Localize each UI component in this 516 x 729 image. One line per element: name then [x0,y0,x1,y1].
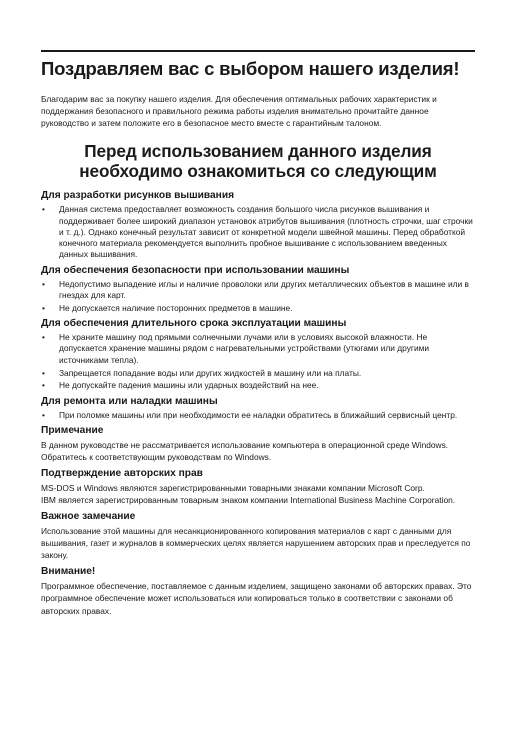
section-safety [41,265,475,314]
attention-text: Программное обеспечение, поставляемое с данным изделием, защищено законами об авторских правах. Это программное обеспечение может использоваться или копироваться только в соответствии с законами об авторских правах. [41,580,472,616]
bullet-text: Недопустимо выпадение иглы и наличие проволоки или других металлических объектов в машине или в гнездах для карт. [59,278,470,301]
before-use-heading [41,141,475,181]
bullet-glyph: • [42,380,45,391]
section-embroidery-design [41,190,475,260]
bullet-list [41,410,475,421]
bullet-item [41,204,475,260]
page-title: Поздравляем вас с выбором нашего изделия! [41,58,460,79]
section-heading: Подтверждение авторских прав [41,467,203,479]
intro-paragraph: Благодарим вас за покупку нашего изделия. Для обеспечения оптимальных рабочих характеристик и поддержания безопасного и правильного режима работы изделия внимательно прочитайте данное руководство и затем положите его в безопасное место вместе с гарантийным талоном. [41,94,437,129]
section-heading: Для разработки рисунков вышивания [41,190,235,202]
copyright-text [41,482,475,507]
bullet-item [41,380,475,391]
bullet-list [41,204,475,260]
top-rule [41,50,475,52]
bullet-item [41,410,475,421]
bullet-list [41,332,475,391]
bullet-list [41,279,475,314]
section-heading: Внимание! [41,565,96,577]
bullet-item [41,303,475,314]
bullet-text: Запрещается попадание воды или других жидкостей в машину или на платы. [59,367,362,378]
section-heading: Для обеспечения безопасности при использовании машины [41,264,350,276]
bullet-item [41,279,475,302]
bullet-text: Не допускайте падения машины или ударных воздействий на нее. [59,380,319,391]
copyright-line-1: MS-DOS и Windows являются зарегистрированными товарными знаками компании Microsoft Corp. [41,482,425,493]
section-heading: Для обеспечения длительного срока эксплуатации машины [41,318,347,330]
bullet-text: Данная система предоставляет возможность создания большого числа рисунков вышивания и поддерживает более широкий диапазон установок атрибутов вышивания (плотность строчки, шаг строчки и т. д.). Однако конечный результат зависит от конкретной модели швейной машины. Перед обработкой конечного материала рекомендуется выполнить пробное вышивание с использованием введенных данных вышивания. [59,204,473,260]
bullet-item [41,368,475,379]
section-note [41,425,475,464]
bullet-glyph: • [42,409,45,420]
bullet-glyph: • [42,278,45,289]
section-copyright [41,468,475,507]
section-attention [41,566,475,617]
before-use-heading-line2: необходимо ознакомиться со следующим [79,161,437,182]
section-important [41,511,475,562]
bullet-text: Не храните машину под прямыми солнечными лучами или в условиях высокой влажности. Не допускается хранение машины рядом с нагревательными устройствами (утюгами или другими источниками тепла). [59,332,430,365]
note-text: В данном руководстве не рассматривается использование компьютера в операционной среде Windows. Обратитесь к соответствующим руководствам по Windows. [41,439,449,463]
bullet-glyph: • [42,302,45,313]
copyright-line-2: IBM является зарегистрированным товарным знаком компании International Business Machine Corporation. [41,495,456,506]
section-longevity [41,318,475,391]
important-text: Использование этой машины для несанкционированного копирования материалов с карт с данными для вышивания, газет и журналов в коммерческих целях является нарушением авторских прав и преследуется по закону. [41,525,471,561]
bullet-item [41,332,475,366]
before-use-heading-line1: Перед использованием данного изделия [84,141,432,162]
section-heading: Для ремонта или наладки машины [41,395,218,407]
bullet-glyph: • [42,204,45,215]
bullet-text: Не допускается наличие посторонних предметов в машине. [59,302,293,313]
bullet-glyph: • [42,332,45,343]
bullet-glyph: • [42,367,45,378]
section-heading: Важное замечание [41,510,136,522]
bullet-text: При поломке машины или при необходимости ее наладки обратитесь в ближайший сервисный центр. [59,409,458,420]
section-heading: Примечание [41,424,104,436]
section-repair [41,396,475,421]
